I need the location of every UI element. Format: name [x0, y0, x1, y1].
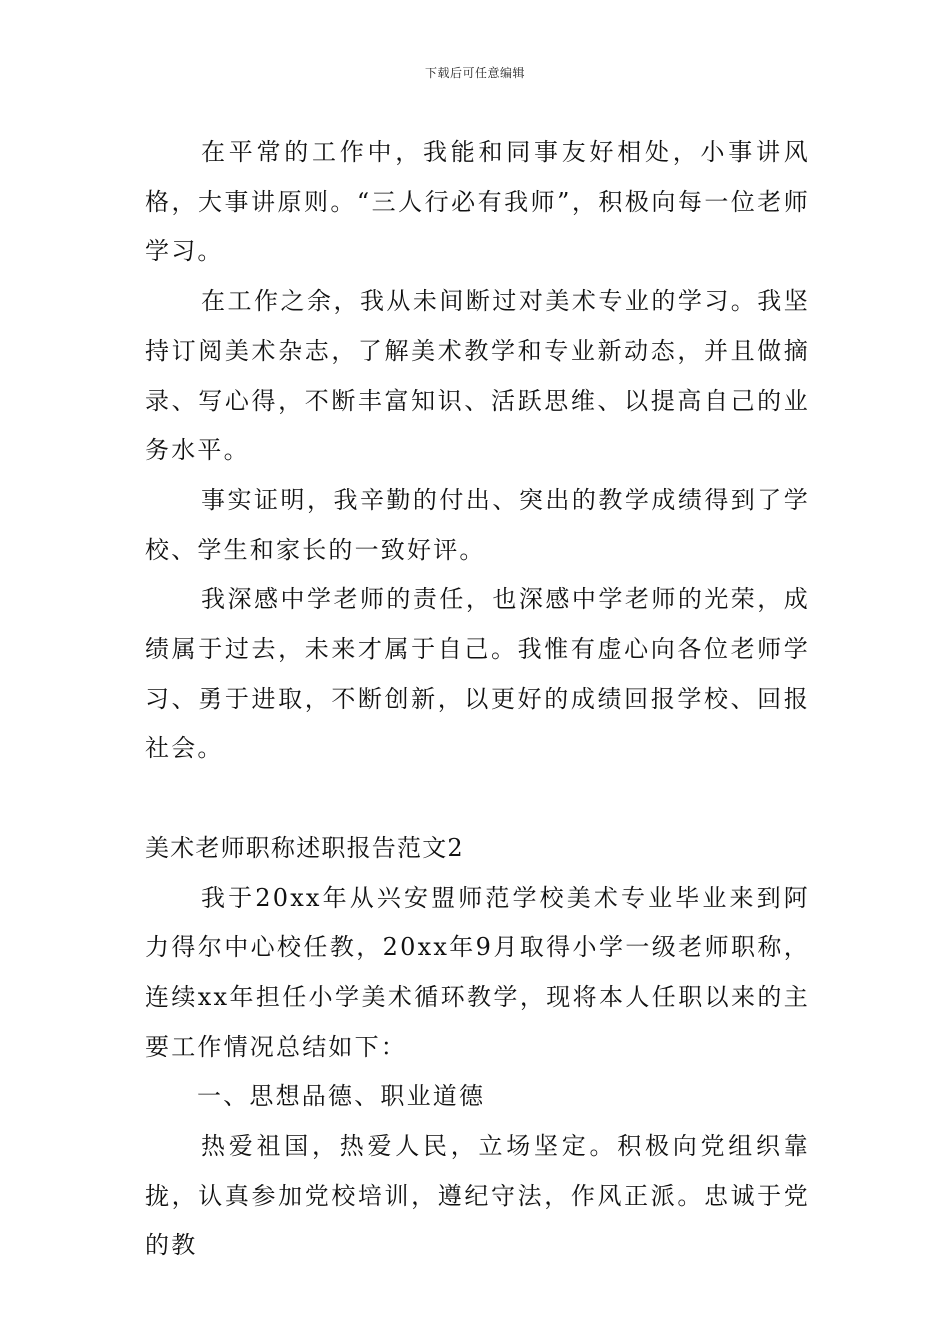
document-body — [145, 128, 810, 1271]
paragraph-results: 事实证明，我辛勤的付出、突出的教学成绩得到了学校、学生和家长的一致好评。 — [145, 485, 810, 564]
paragraph-colleagues: 在平常的工作中，我能和同事友好相处，小事讲风格，大事讲原则。“三人行必有我师”，积极向每一位老师学习。 — [145, 138, 810, 266]
subheading-morality: 一、思想品德、职业道德 — [197, 1082, 486, 1111]
paragraph-study: 在工作之余，我从未间断过对美术专业的学习。我坚持订阅美术杂志，了解美术教学和专业新动态，并且做摘录、写心得，不断丰富知识、活跃思维、以提高自己的业务水平。 — [145, 287, 810, 465]
paragraph-responsibility: 我深感中学老师的责任，也深感中学老师的光荣，成绩属于过去，未来才属于自己。我惟有虚心向各位老师学习、勇于进取，不断创新，以更好的成绩回报学校、回报社会。 — [145, 585, 810, 763]
paragraph-intro: 我于20xx年从兴安盟师范学校美术专业毕业来到阿力得尔中心校任教，20xx年9月取得小学一级老师职称，连续xx年担任小学美术循环教学，现将本人任职以来的主要工作情况总结如下： — [145, 883, 810, 1061]
paragraph-patriotism: 热爱祖国，热爱人民，立场坚定。积极向党组织靠拢，认真参加党校培训，遵纪守法，作风正派。忠诚于党的教 — [145, 1132, 810, 1260]
section-title: 美术老师职称述职报告范文2 — [145, 833, 464, 862]
header-note: 下载后可任意编辑 — [424, 66, 525, 80]
